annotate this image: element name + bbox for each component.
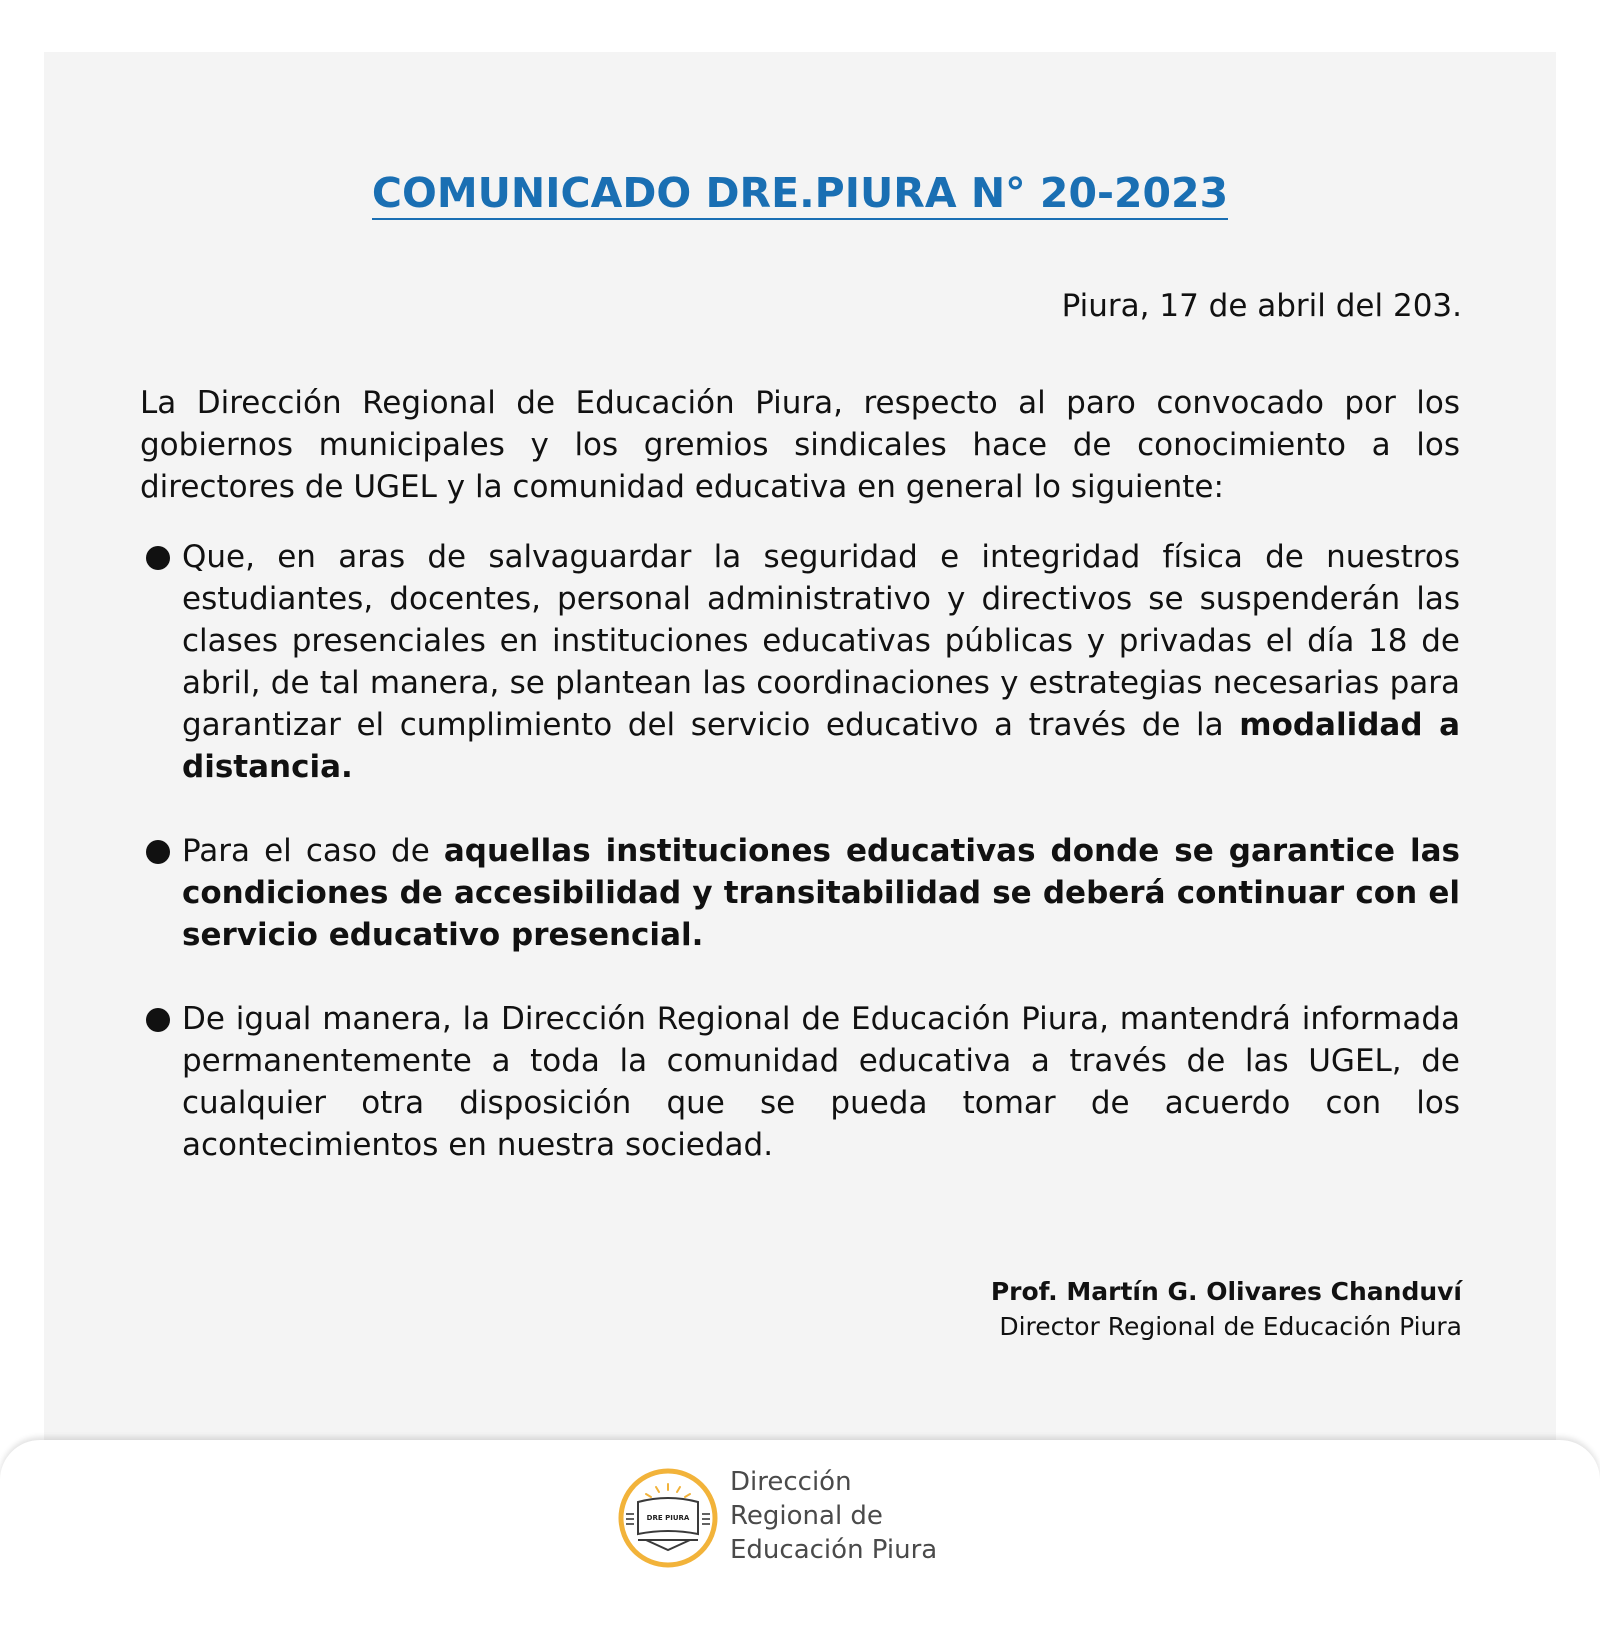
- logo-text-line-1: Dirección: [730, 1467, 852, 1497]
- bullet-text: Para el caso de: [182, 833, 444, 869]
- document-title: COMUNICADO DRE.PIURA N° 20-2023: [0, 168, 1600, 220]
- bullet-bold-text: aquellas instituciones educativas donde se garantice las condiciones de accesibilidad y transitabilidad se deberá continuar con el servicio educativo presencial.: [182, 833, 1460, 953]
- logo-text-line-2: Regional de: [730, 1501, 883, 1531]
- signature-block: [991, 1274, 1462, 1344]
- document-date: Piura, 17 de abril del 203.: [1061, 288, 1462, 324]
- bullet-text: Que, en aras de salvaguardar la seguridad e integridad física de nuestros estudiantes, docentes, personal administrativo y directivos se suspenderán las clases presenciales en instituciones educativas públicas y privadas el día 18 de abril, de tal manera, se plantean las coordinaciones y estrategias necesarias para garantizar el cumplimiento del servicio educativo a través de la: [182, 539, 1460, 743]
- intro-paragraph: La Dirección Regional de Educación Piura, respecto al paro convocado por los gobiernos municipales y los gremios sindicales hace de conocimiento a los directores de UGEL y la comunidad educativa en general lo siguiente:: [140, 385, 1460, 505]
- bullet-dot-icon: [146, 1008, 170, 1032]
- bullet-item-2: [140, 830, 1460, 956]
- bullet-bold-text: modalidad a distancia.: [182, 707, 1460, 785]
- bullet-item-3: [140, 998, 1460, 1166]
- bullet-item-1: [140, 536, 1460, 788]
- bullet-dot-icon: [146, 840, 170, 864]
- logo-text: [730, 1465, 937, 1567]
- bullet-dot-icon: [146, 546, 170, 570]
- signature-name: Prof. Martín G. Olivares Chanduví: [990, 1277, 1462, 1306]
- bullet-text: De igual manera, la Dirección Regional de Educación Piura, mantendrá informada permanentemente a toda la comunidad educativa a través de las UGEL, de cualquier otra disposición que se pueda tomar de acuerdo con los acontecimientos en nuestra sociedad.: [182, 1001, 1460, 1163]
- logo-text-line-3: Educación Piura: [730, 1535, 938, 1565]
- dre-piura-logo-icon: [616, 1466, 720, 1570]
- signature-role: Director Regional de Educación Piura: [999, 1312, 1462, 1341]
- bullet-list: [140, 536, 1460, 1208]
- logo-inner-text: DRE PIURA: [646, 1514, 690, 1522]
